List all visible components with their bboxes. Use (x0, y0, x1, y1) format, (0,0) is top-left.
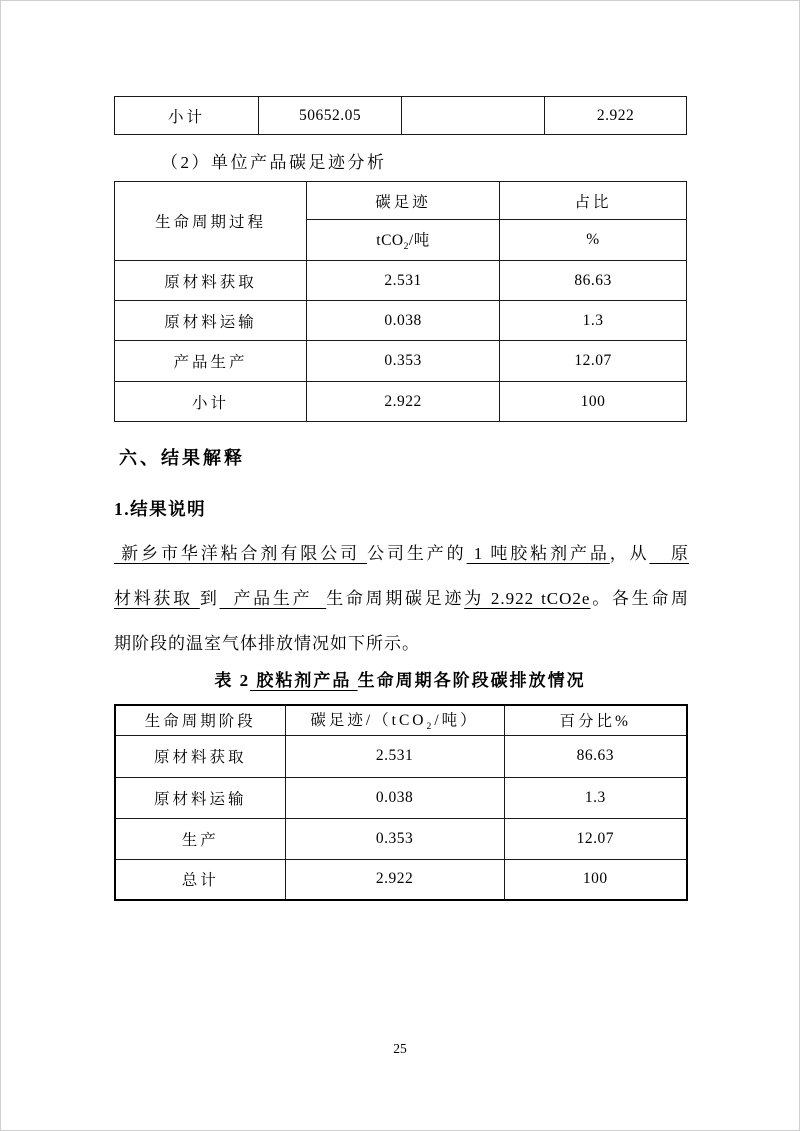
cell-value: 0.038 (285, 777, 504, 818)
caption-label: 表 2 (214, 671, 251, 690)
cell-value: 2.531 (307, 261, 500, 301)
underlined-footprint-value: 为 2.922 tCO2e (464, 589, 591, 608)
table-row (115, 301, 687, 341)
table-row (115, 859, 687, 900)
cell-value: 2.531 (285, 735, 504, 777)
paragraph-line-3 (114, 621, 689, 666)
header-carbon-footprint: 碳足迹 (307, 182, 500, 220)
underlined-stage-start: 原 (649, 544, 690, 563)
paragraph-line-2 (114, 576, 689, 621)
unit-text: /吨 (408, 231, 430, 249)
table-row (115, 382, 687, 422)
underlined-company-name: 新乡市华洋粘合剂有限公司 (114, 544, 368, 563)
unit-text: tCO (376, 231, 404, 249)
cell-stage: 总计 (115, 859, 285, 900)
paragraph-text: ，从 (609, 544, 650, 563)
lifecycle-emissions-table (114, 704, 688, 901)
cell-value: 2.922 (285, 859, 504, 900)
previous-table-subtotal-fragment (114, 96, 687, 135)
cell-empty (402, 97, 545, 135)
table-header-row (115, 705, 687, 735)
cell-percent: 100 (500, 382, 687, 422)
unit-text: /吨） (434, 712, 479, 730)
underlined-stage-start: 材料获取 (114, 589, 200, 608)
cell-subtotal-footprint: 2.922 (545, 97, 687, 135)
cell-value: 0.353 (307, 341, 500, 382)
header-lifecycle-process: 生命周期过程 (115, 182, 307, 261)
cell-stage: 原材料获取 (115, 261, 307, 301)
cell-subtotal-value: 50652.05 (259, 97, 402, 135)
unit-text: 碳足迹/（tCO (310, 712, 427, 730)
table2-caption (114, 666, 686, 691)
paragraph-text: 期阶段的温室气体排放情况如下所示。 (114, 634, 420, 653)
cell-stage: 小计 (115, 382, 307, 422)
cell-stage: 产品生产 (115, 341, 307, 382)
cell-percent: 86.63 (504, 735, 687, 777)
cell-percent: 1.3 (500, 301, 687, 341)
header-lifecycle-stage: 生命周期阶段 (115, 705, 285, 735)
table-row (115, 261, 687, 301)
cell-subtotal-label: 小计 (115, 97, 259, 135)
cell-percent: 1.3 (504, 777, 687, 818)
cell-value: 0.038 (307, 301, 500, 341)
paragraph-text: 到 (199, 589, 220, 608)
cell-stage: 原材料运输 (115, 777, 285, 818)
paragraph-text: 。各生命周 (590, 589, 690, 608)
header-percentage: 百分比% (504, 705, 687, 735)
table-row (115, 735, 687, 777)
cell-stage: 原材料运输 (115, 301, 307, 341)
section-heading-unit-product-analysis: （2）单位产品碳足迹分析 (161, 153, 387, 172)
table-row (115, 777, 687, 818)
paragraph-text: 公司生产的 (367, 544, 467, 563)
table-row (115, 97, 687, 135)
paragraph-text: 生命周期碳足迹 (326, 589, 465, 608)
cell-value: 0.353 (285, 818, 504, 859)
cell-percent: 12.07 (504, 818, 687, 859)
results-paragraph (114, 531, 689, 666)
cell-value: 2.922 (307, 382, 500, 422)
table-row (115, 818, 687, 859)
cell-percent: 100 (504, 859, 687, 900)
unit-subscript: 2 (426, 721, 435, 733)
page-number: 25 (393, 1041, 407, 1056)
caption-text: 生命周期各阶段碳排放情况 (357, 671, 586, 690)
subheading-results-note: 1.结果说明 (114, 499, 207, 519)
header-share-unit: % (500, 220, 687, 261)
table-row (115, 341, 687, 382)
underlined-product: 1 吨胶粘剂产品 (466, 544, 610, 563)
unit-footprint-table (114, 181, 687, 422)
underlined-stage-end: 产品生产 (219, 589, 327, 608)
cell-stage: 生产 (115, 818, 285, 859)
header-footprint-unit (307, 220, 500, 261)
cell-percent: 12.07 (500, 341, 687, 382)
paragraph-line-1 (114, 531, 689, 576)
unit-subscript: 2 (403, 241, 409, 253)
header-share: 占比 (500, 182, 687, 220)
chapter-heading-results-interpretation: 六、结果解释 (119, 448, 245, 468)
header-footprint-unit (285, 705, 504, 735)
cell-percent: 86.63 (500, 261, 687, 301)
table-header-row (115, 182, 687, 220)
underlined-product-name: 胶粘剂产品 (250, 671, 358, 690)
cell-stage: 原材料获取 (115, 735, 285, 777)
